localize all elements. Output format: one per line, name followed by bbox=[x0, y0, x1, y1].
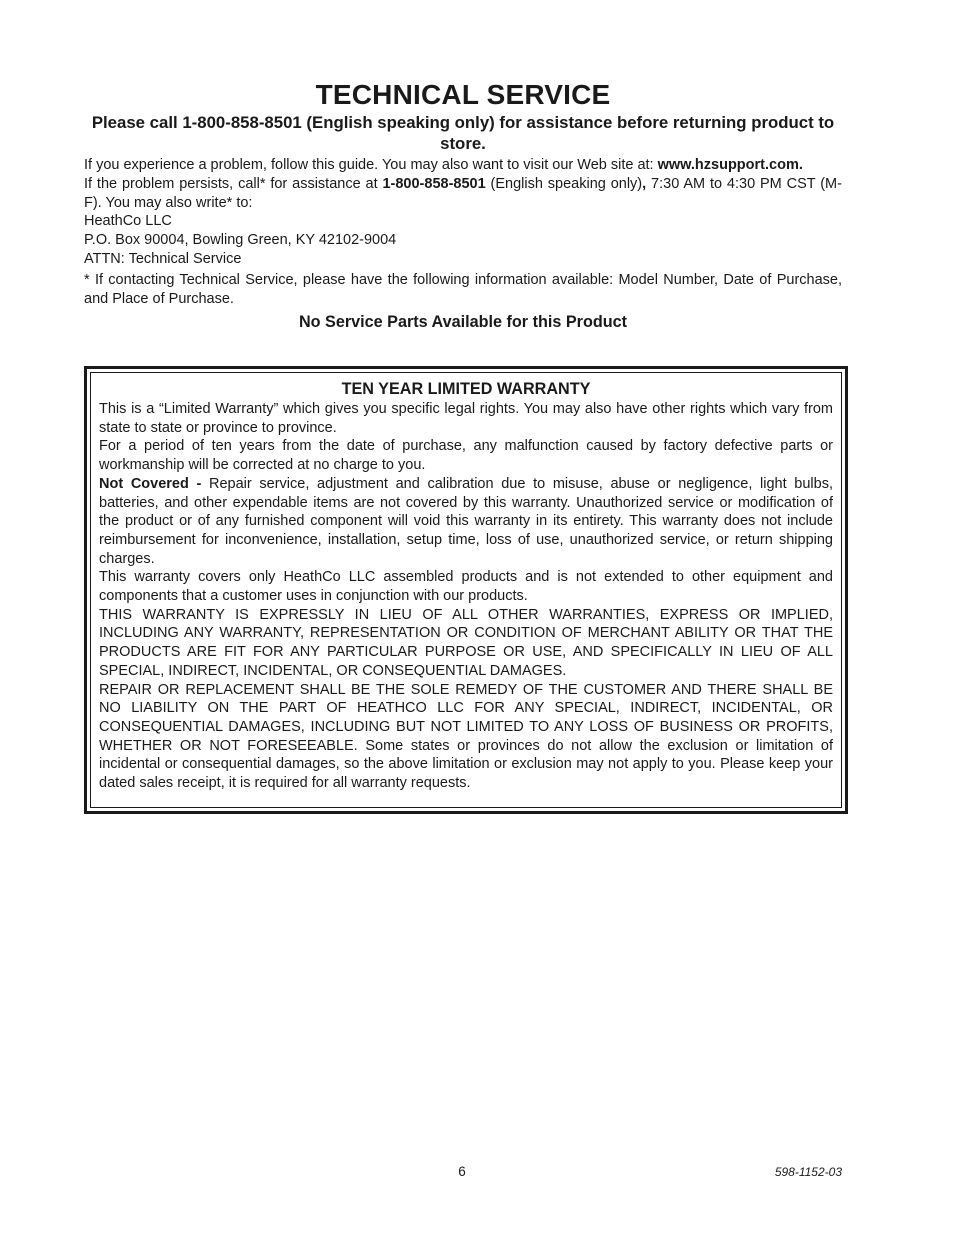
warranty-paragraph-scope: This warranty covers only HeathCo LLC assembled products and is not extended to other equipment and components that a customer uses in conjunction with our products. bbox=[99, 569, 833, 605]
warranty-paragraph-remedy bbox=[99, 681, 833, 793]
address-attn: ATTN: Technical Service bbox=[84, 250, 242, 267]
service-footnote: * If contacting Technical Service, please have the following information available: Model Number, Date of Purchase, and Place of Purchase. bbox=[84, 271, 842, 307]
call-notice: Please call 1-800-858-8501 (English speaking only) for assistance before returning product to store. bbox=[91, 113, 835, 153]
document-code: 598-1152-03 bbox=[774, 1165, 842, 1179]
warranty-paragraph-rights: This is a “Limited Warranty” which gives you specific legal rights. You may also have other rights which vary from state to state or province to province. bbox=[99, 401, 833, 436]
not-covered-text: Repair service, adjustment and calibration due to misuse, abuse or negligence, light bulbs, batteries, and other expendable items are not covered by this warranty. Unauthorized service or modification of the product or of any furnished component will void this warranty in its entirety. This warranty does not include reimbursement for inconvenience, installation, setup time, loss of use, unauthorized service, or return shipping charges. bbox=[99, 475, 833, 567]
technical-service-section bbox=[84, 78, 842, 332]
website-link[interactable]: www.hzsupport.com. bbox=[657, 157, 803, 173]
phone-suffix: (English speaking only) bbox=[485, 175, 643, 192]
persist-text: If the problem persists, call* for assistance at bbox=[84, 175, 383, 192]
warranty-title: TEN YEAR LIMITED WARRANTY bbox=[341, 380, 591, 398]
intro-text: If you experience a problem, follow this guide. You may also want to visit our Web site at: bbox=[84, 157, 658, 173]
warranty-paragraph-disclaimer: THIS WARRANTY IS EXPRESSLY IN LIEU OF ALL OTHER WARRANTIES, EXPRESS OR IMPLIED, INCLUDING ANY WARRANTY, REPRESENTATION OR CONDITION OF MERCHANT ABILITY OR THAT THE PRODUCTS ARE FIT FOR ANY PARTICULAR PURPOSE OR USE, AND SPECIFICALLY IN LIEU OF ALL SPECIAL, INDIRECT, INCIDENTAL, OR CONSEQUENTIAL DAMAGES. bbox=[99, 606, 833, 679]
service-intro bbox=[84, 156, 842, 175]
warranty-paragraph-period: For a period of ten years from the date of purchase, any malfunction caused by factory defective parts or workmanship will be corrected at no charge to you. bbox=[99, 438, 833, 474]
service-persist bbox=[84, 175, 842, 213]
remedy-rest: Some states or provinces do not allow the exclusion or limitation of incidental or consequential damages, so the above limitation or exclusion may not apply to you. Please keep your dated sales receipt, it is required for all warranty requests. bbox=[99, 737, 833, 792]
page-number: 6 bbox=[458, 1164, 466, 1179]
no-parts-notice: No Service Parts Available for this Product bbox=[298, 313, 628, 332]
warranty-text bbox=[99, 400, 833, 793]
warranty-inner-frame bbox=[90, 372, 842, 808]
warranty-box bbox=[84, 366, 848, 814]
address-box: P.O. Box 90004, Bowling Green, KY 42102-9004 bbox=[84, 232, 397, 249]
phone-number: 1-800-858-8501 bbox=[382, 175, 486, 192]
page-title: TECHNICAL SERVICE bbox=[315, 79, 611, 110]
address-company: HeathCo LLC bbox=[84, 213, 172, 230]
phone-comma: , bbox=[642, 175, 647, 192]
warranty-paragraph-not-covered bbox=[99, 475, 833, 569]
service-hours: 7:30 AM to 4:30 PM CST (M-F). You may also write* to: bbox=[84, 175, 842, 211]
not-covered-label: Not Covered - bbox=[99, 475, 210, 492]
service-info bbox=[84, 156, 842, 308]
remedy-caps: REPAIR OR REPLACEMENT SHALL BE THE SOLE REMEDY OF THE CUSTOMER AND THERE SHALL BE NO LIABILITY ON THE PART OF HEATHCO LLC FOR ANY SPECIAL, INDIRECT, INCIDENTAL, OR CONSEQUENTIAL DAMAGES, INCLUDING BUT NOT LIMITED TO ANY LOSS OF BUSINESS OR PROFITS, WHETHER OR NOT FORESEEABLE. bbox=[99, 681, 833, 754]
